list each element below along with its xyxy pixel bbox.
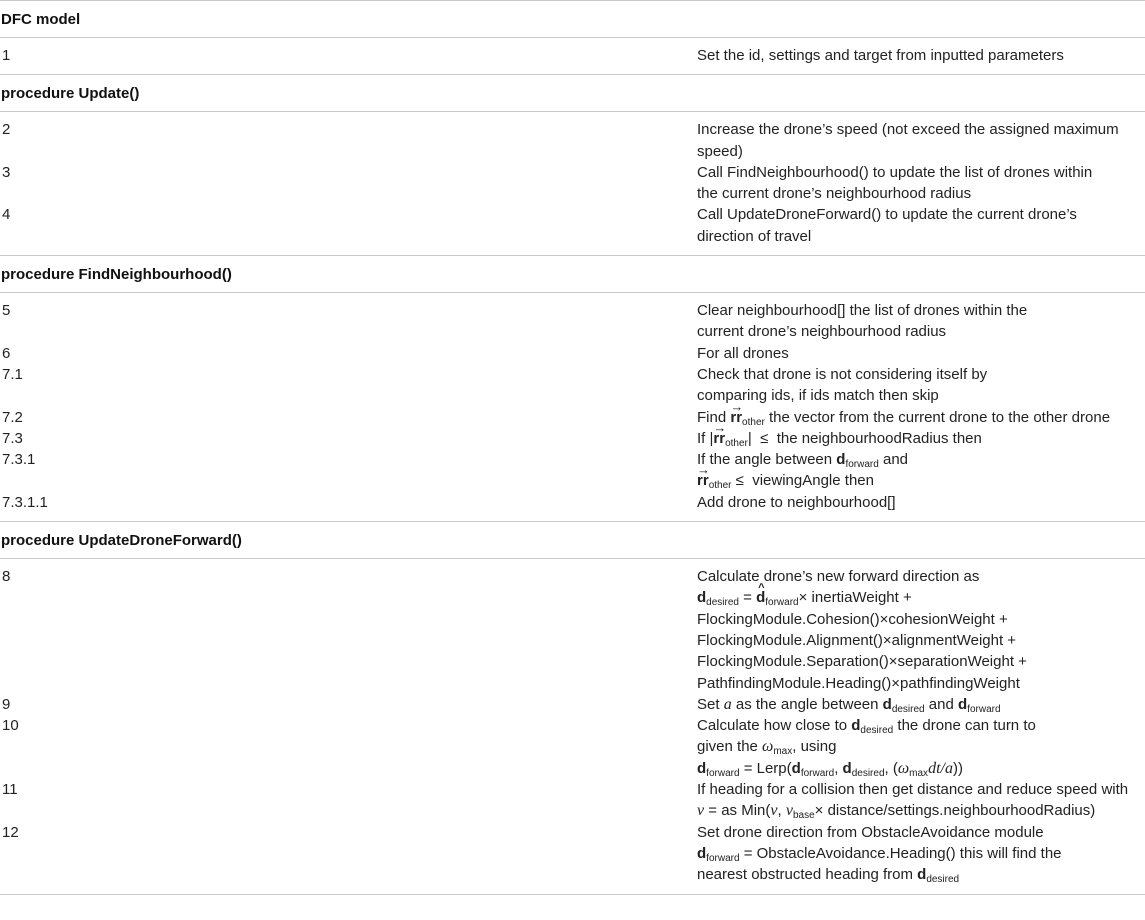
step-description: For all drones [697,344,789,362]
step-number: 9 [2,695,11,713]
step-number: 8 [2,568,11,586]
table-row [0,492,1145,513]
step-number: 7.3 [2,429,23,447]
section-update [0,112,1145,255]
table-row [0,407,1145,428]
table-row [0,204,1145,247]
table-row [0,566,1145,694]
section-find-neighbourhood [0,293,1145,521]
table-row [0,715,1145,779]
step-number: 7.3.1 [2,451,36,469]
step-description: If |→ $rr_{other}|$ ≤ the neighbourhoodRadius then [697,428,1145,449]
table-row [0,119,1145,162]
step-description: If the angle between $d_{forward}$ and → $rr_{other}$ ≤ viewingAngle then [697,449,1145,492]
step-number: 12 [2,823,19,841]
step-description: Find → $rr_{other}$ the vector from the current drone to the other drone [697,407,1145,428]
section-init [0,38,1145,74]
step-number: 7.2 [2,408,23,426]
step-description: Increase the drone’s speed (not exceed the assigned maximum speed) [697,121,1119,160]
table-row [0,343,1145,364]
table-row [0,162,1145,205]
step-description: Add drone to neighbourhood[] [697,493,896,511]
procedure-header-find-neighbourhood: procedure FindNeighbourhood() [0,255,1145,293]
table-row [0,449,1145,492]
step-number: 4 [2,206,11,224]
step-number: 3 [2,163,11,181]
step-description: Calculate how close to $d_{desired}$ the drone can turn to given the $\omega_{max}$, using $d_{forward}$ = $Lerp(d_{forward}$, $d_{desired}$, $(\omega_{max}dt/a)$) [697,717,1036,779]
step-number: 6 [2,344,11,362]
table-row [0,822,1145,886]
section-update-drone-forward [0,559,1145,894]
table-row [0,779,1145,822]
procedure-header-update: procedure Update() [0,74,1145,112]
step-description: If heading for a collision then get distance and reduce speed with v = as Min(v, $v_{base}\times$ distance/settings.neighbourhoodRadius) [697,781,1129,822]
step-number: 10 [2,717,19,735]
step-description: Call UpdateDroneForward() to update the current drone’s direction of travel [697,206,1077,245]
step-description: Set the id, settings and target from inputted parameters [697,47,1064,64]
step-description: Check that drone is not considering itself by comparing ids, if ids match then skip [697,365,988,405]
step-number: 5 [2,302,11,320]
table-row [0,364,1145,407]
table-row [0,45,1145,66]
step-number: 1 [2,47,11,64]
table-title: DFC model [0,0,1145,38]
table-row [0,300,1145,343]
step-number: 7.3.1.1 [2,493,48,511]
table-row [0,694,1145,715]
step-number: 7.1 [2,365,23,383]
step-number: 2 [2,121,11,139]
step-number: 11 [2,781,18,799]
step-description: Clear neighbourhood[] the list of drones within the current drone’s neighbourhood radius [697,302,1028,341]
step-description: Set a as the angle between $d_{desired}$ and $d_{forward}$ [697,695,1001,715]
procedure-header-update-drone-forward: procedure UpdateDroneForward() [0,521,1145,559]
step-description: Call FindNeighbourhood() to update the list of drones within the current drone’s neighbourhood radius [697,163,1093,203]
step-description: Set drone direction from ObstacleAvoidance module $d_{forward}$ = ObstacleAvoidance.Heading() this will find the nearest obstructed heading from $d_{desired}$ [697,823,1062,886]
table-row [0,428,1145,449]
step-description: Calculate drone’s new forward direction as $d_{desired}$ = ^ $d_{forward}\times$ inertiaWeight + FlockingModule.Cohesion()×cohesionWeight + FlockingModule.Alignment()×alignmentWeight + FlockingModule.Separation()×separationWeight + PathfindingModule.Heading()×pathfindingWeight [697,566,1145,694]
